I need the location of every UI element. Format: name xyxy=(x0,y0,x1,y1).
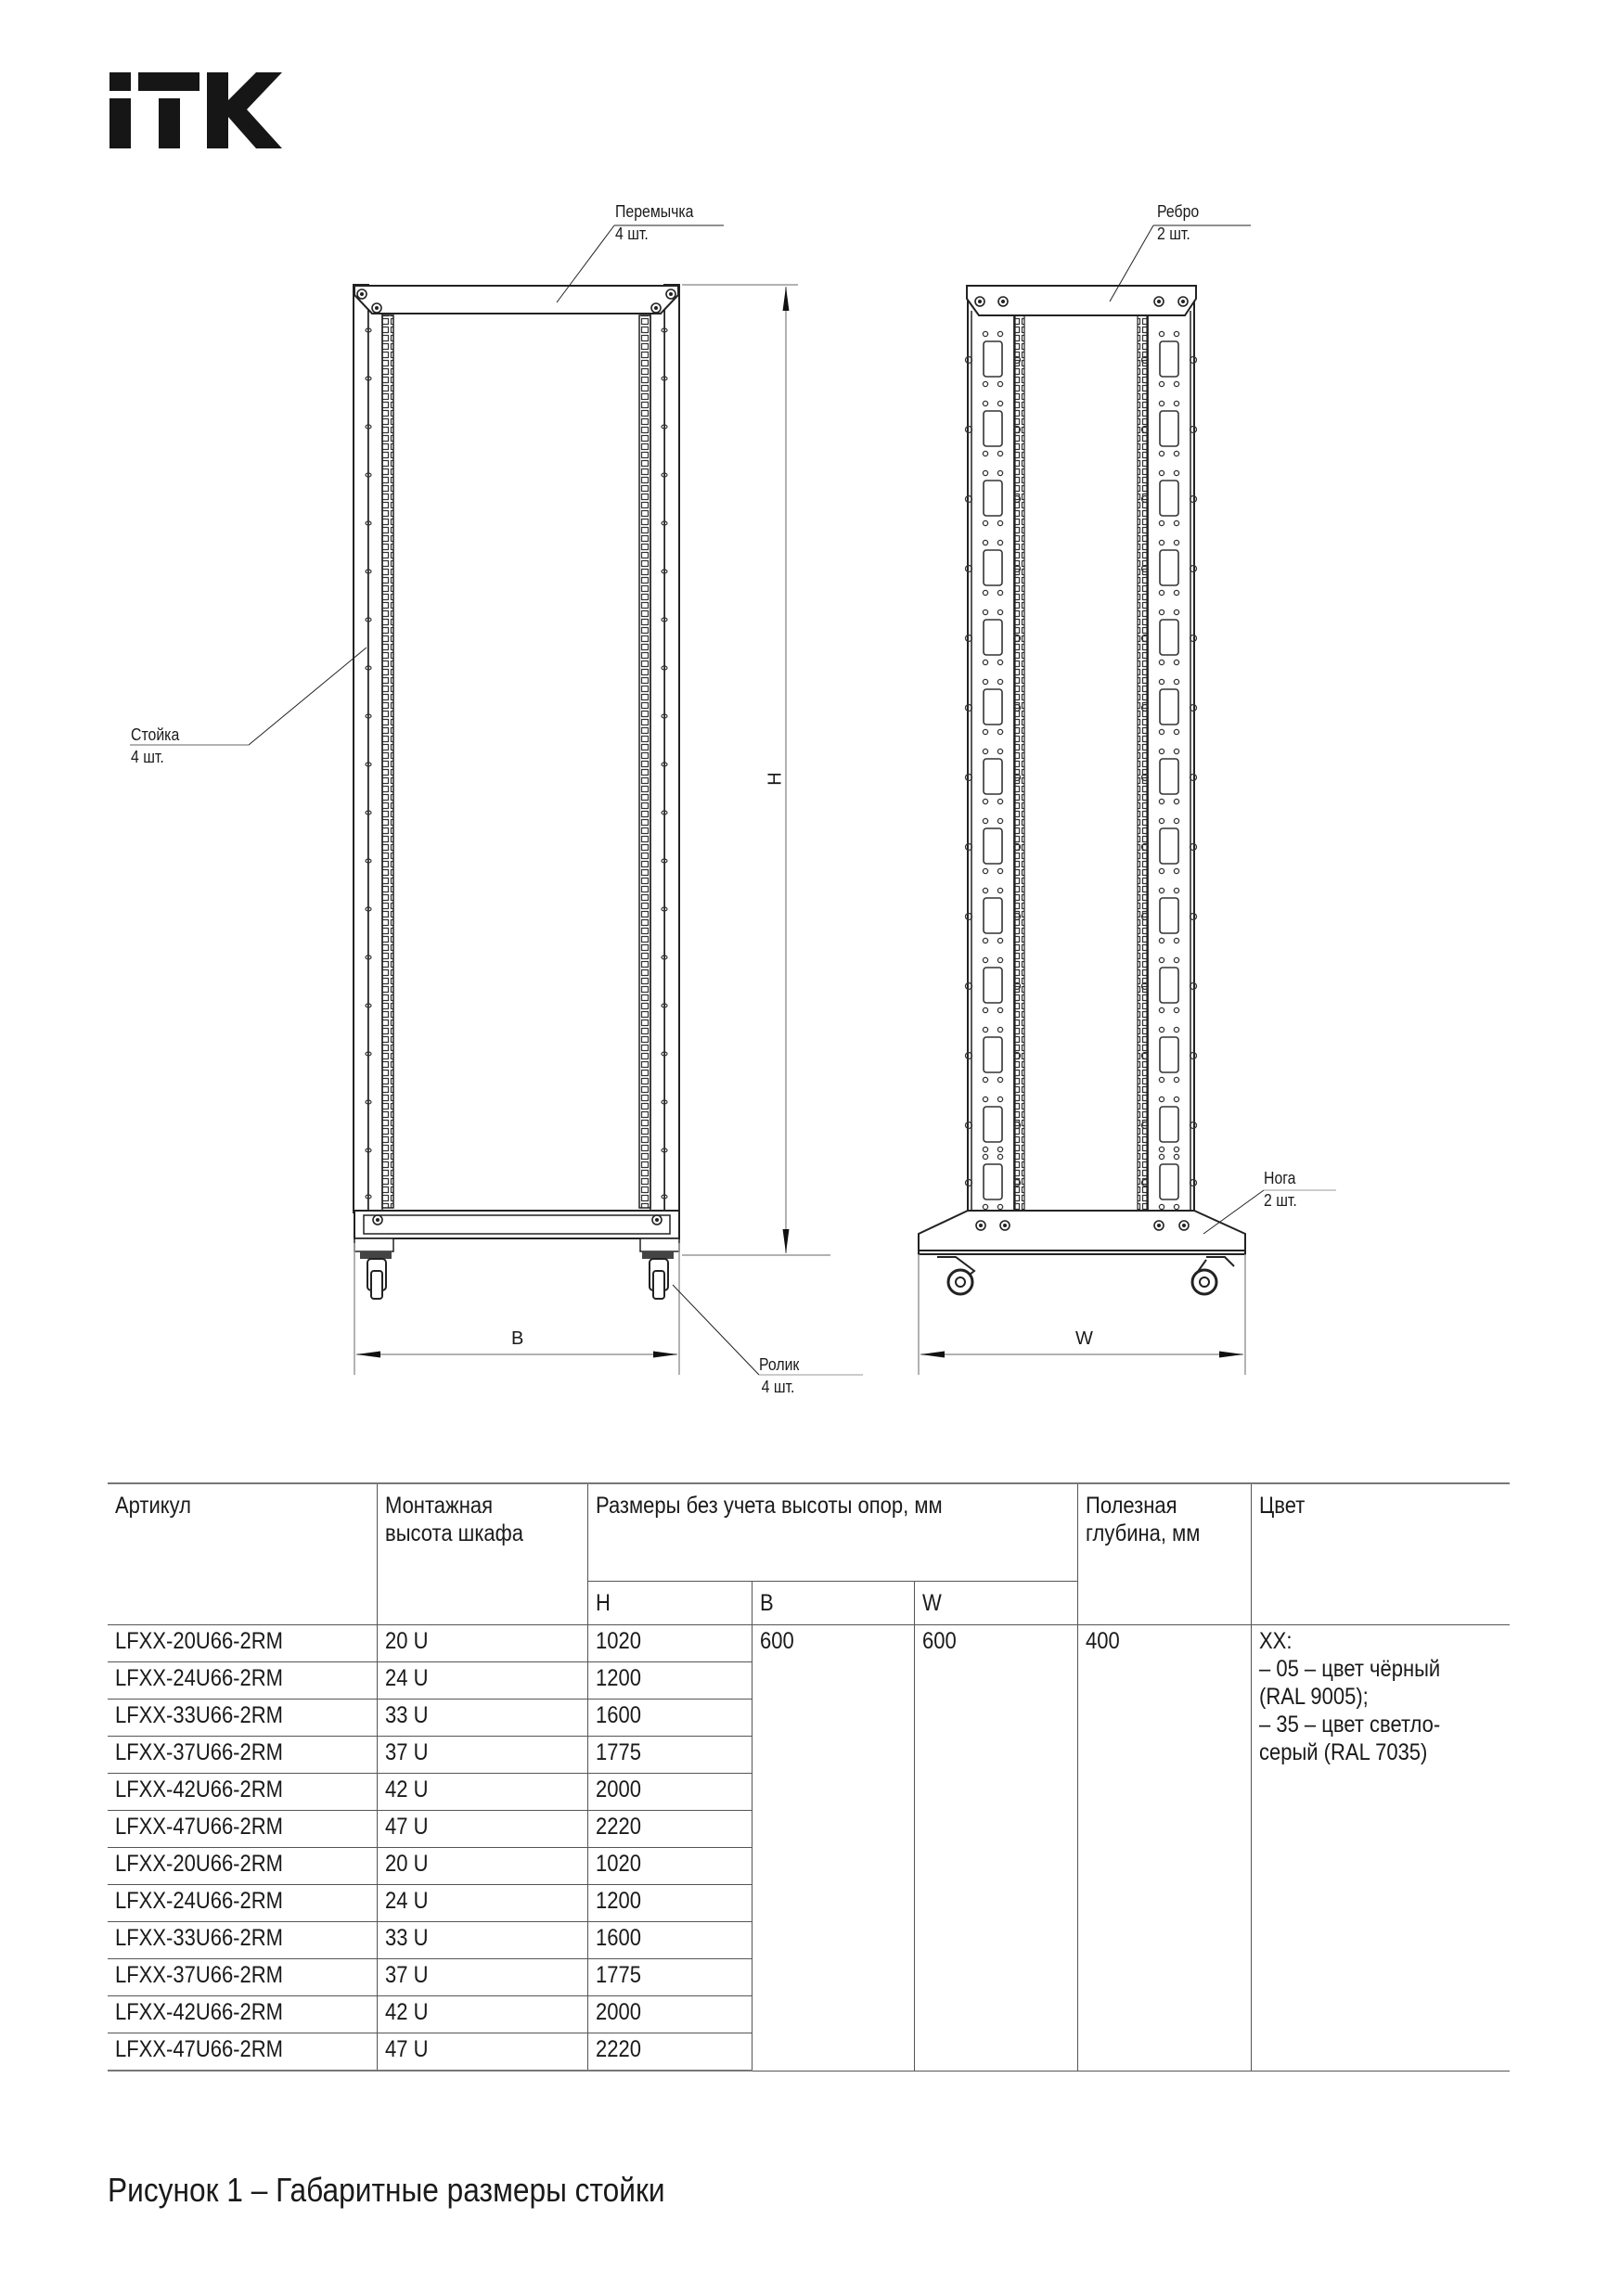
cell-h: 1775 xyxy=(588,1737,752,1774)
cell-units: 37 U xyxy=(378,1959,588,1996)
callout-qty: 4 шт. xyxy=(761,1378,795,1396)
cell-units: 20 U xyxy=(378,1625,588,1662)
front-view xyxy=(130,225,863,1375)
cell-b: 600 xyxy=(752,1625,915,2072)
header-dimensions: Размеры без учета высоты опор, мм xyxy=(588,1483,1078,1582)
header-w: W xyxy=(915,1582,1078,1625)
cell-article: LFXX-42U66-2RM xyxy=(108,1996,378,2033)
cell-h: 1200 xyxy=(588,1885,752,1922)
cell-units: 37 U xyxy=(378,1737,588,1774)
cell-article: LFXX-24U66-2RM xyxy=(108,1885,378,1922)
cell-article: LFXX-24U66-2RM xyxy=(108,1662,378,1700)
cell-article: LFXX-33U66-2RM xyxy=(108,1922,378,1959)
callout-name: Ролик xyxy=(759,1355,800,1374)
cell-units: 42 U xyxy=(378,1774,588,1811)
callout-name: Перемычка xyxy=(615,202,694,221)
cell-h: 2220 xyxy=(588,1811,752,1848)
dimension-b-label: B xyxy=(511,1328,524,1349)
cell-article: LFXX-47U66-2RM xyxy=(108,2033,378,2072)
callout-name: Ребро xyxy=(1157,202,1200,221)
caster-icon xyxy=(1192,1257,1234,1294)
callout-post xyxy=(131,724,179,768)
callout-qty: 2 шт. xyxy=(1157,224,1190,243)
cell-units: 42 U xyxy=(378,1996,588,2033)
header-mount-height: Монтажная высота шкафа xyxy=(378,1483,588,1625)
header-depth: Полезная глубина, мм xyxy=(1078,1483,1252,1625)
cell-units: 24 U xyxy=(378,1662,588,1700)
callout-crossbar xyxy=(615,200,693,245)
spec-table xyxy=(108,1482,1510,2072)
cell-article: LFXX-33U66-2RM xyxy=(108,1700,378,1737)
header-article: Артикул xyxy=(108,1483,378,1625)
cell-h: 1600 xyxy=(588,1922,752,1959)
cell-article: LFXX-20U66-2RM xyxy=(108,1625,378,1662)
cell-h: 1600 xyxy=(588,1700,752,1737)
cell-w: 600 xyxy=(915,1625,1078,2072)
cell-h: 1775 xyxy=(588,1959,752,1996)
cell-h: 1020 xyxy=(588,1848,752,1885)
cell-article: LFXX-37U66-2RM xyxy=(108,1959,378,1996)
callout-leg xyxy=(1264,1167,1297,1212)
callout-name: Стойка xyxy=(131,725,180,744)
header-color: Цвет xyxy=(1252,1483,1510,1625)
cell-article: LFXX-20U66-2RM xyxy=(108,1848,378,1885)
callout-rib xyxy=(1157,200,1199,245)
cell-units: 47 U xyxy=(378,1811,588,1848)
cell-units: 20 U xyxy=(378,1848,588,1885)
cell-h: 1020 xyxy=(588,1625,752,1662)
figure-caption: Рисунок 1 – Габаритные размеры стойки xyxy=(108,2171,665,2209)
callout-caster xyxy=(759,1353,799,1398)
cell-h: 1200 xyxy=(588,1662,752,1700)
cell-article: LFXX-42U66-2RM xyxy=(108,1774,378,1811)
cell-depth: 400 xyxy=(1078,1625,1252,2072)
cell-units: 33 U xyxy=(378,1700,588,1737)
callout-qty: 4 шт. xyxy=(131,748,164,766)
header-b: B xyxy=(752,1582,915,1625)
table-row xyxy=(108,1625,1510,1662)
callout-qty: 4 шт. xyxy=(615,224,649,243)
cell-color: XX: – 05 – цвет чёрный (RAL 9005); – 35 – цвет светло- серый (RAL 7035) xyxy=(1252,1625,1510,2072)
cell-units: 33 U xyxy=(378,1922,588,1959)
cell-article: LFXX-37U66-2RM xyxy=(108,1737,378,1774)
callout-qty: 2 шт. xyxy=(1264,1191,1297,1210)
header-h: H xyxy=(588,1582,752,1625)
dimension-w-label: W xyxy=(1075,1328,1093,1349)
callout-name: Нога xyxy=(1264,1169,1296,1187)
dimension-h-label: H xyxy=(765,772,786,786)
cell-units: 24 U xyxy=(378,1885,588,1922)
cell-article: LFXX-47U66-2RM xyxy=(108,1811,378,1848)
caster-icon xyxy=(642,1251,674,1299)
table-body xyxy=(108,1625,1510,2072)
cell-h: 2000 xyxy=(588,1996,752,2033)
caster-icon xyxy=(360,1251,392,1299)
cell-units: 47 U xyxy=(378,2033,588,2072)
cell-h: 2000 xyxy=(588,1774,752,1811)
cell-h: 2220 xyxy=(588,2033,752,2072)
table-header-row xyxy=(108,1483,1510,1582)
caster-icon xyxy=(937,1257,974,1294)
